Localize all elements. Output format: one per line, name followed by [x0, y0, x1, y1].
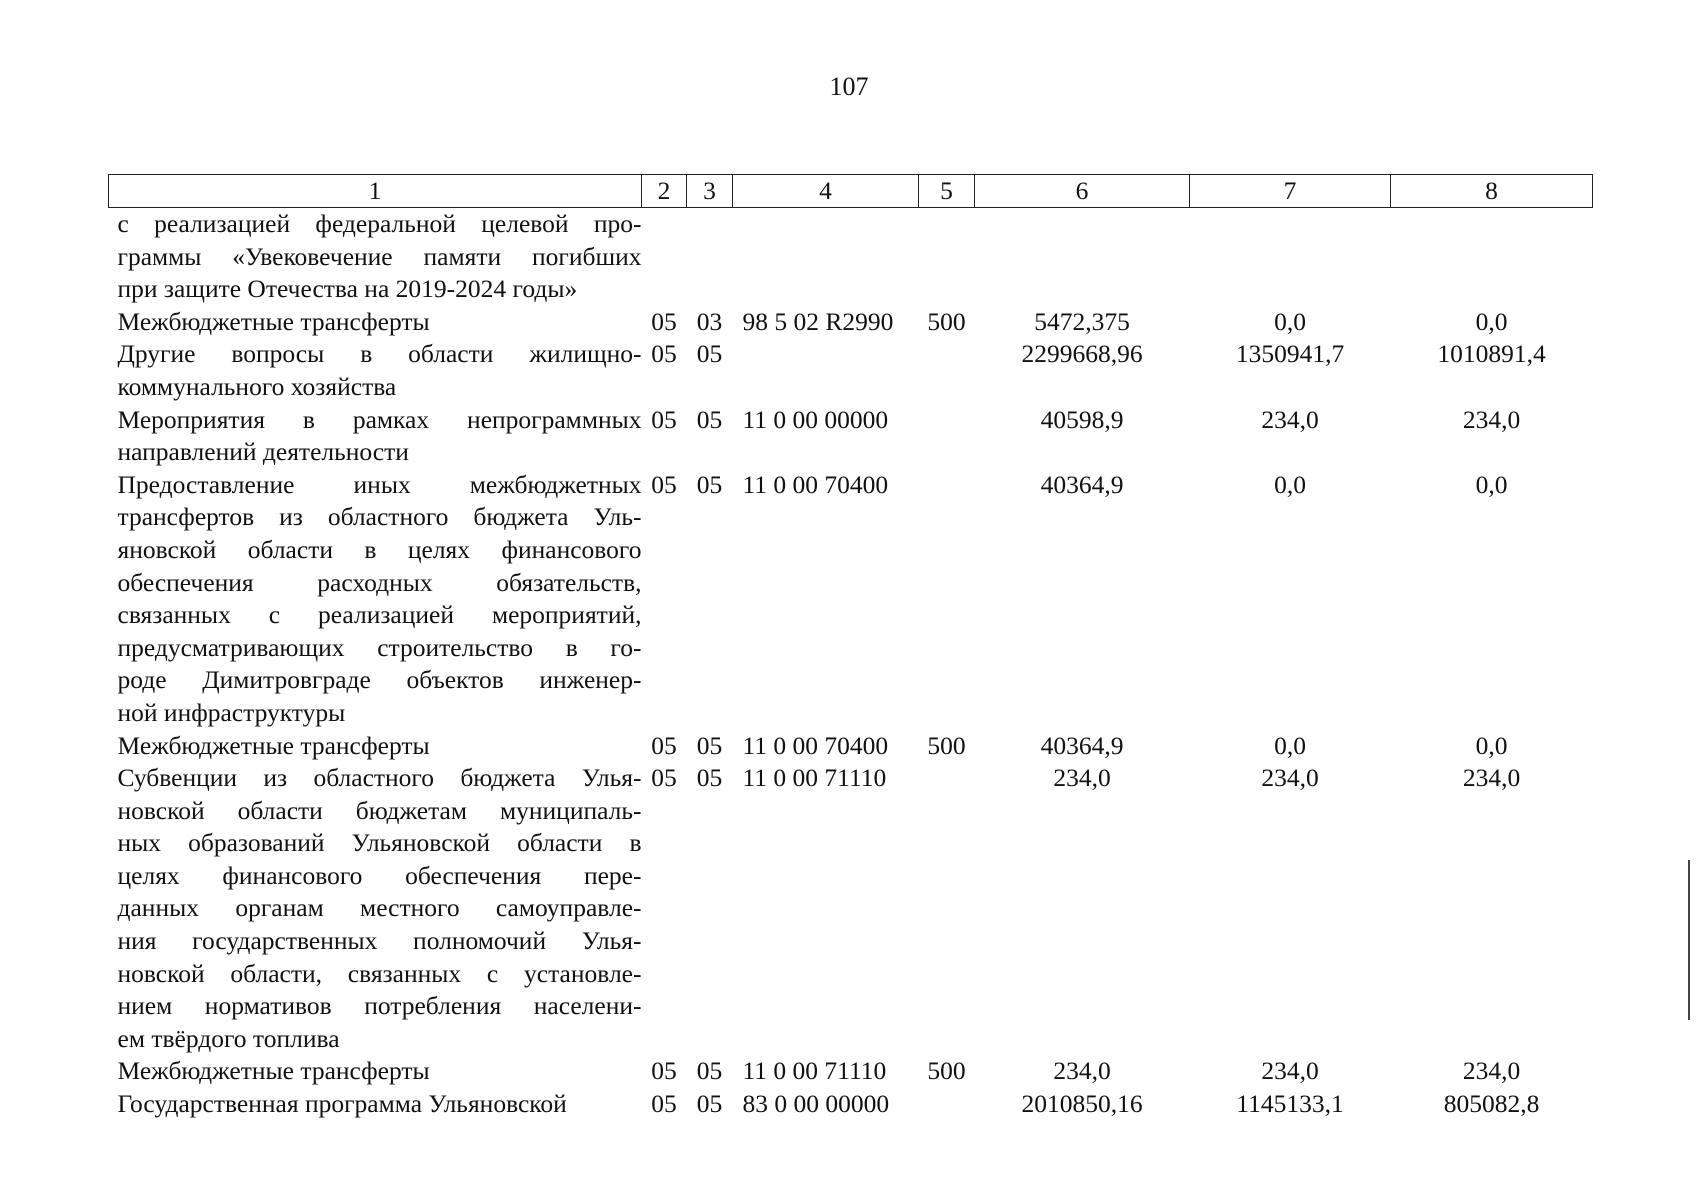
cell-c3: 05: [696, 404, 723, 434]
table-body: [109, 208, 1593, 1121]
cell-c3: [687, 208, 733, 306]
description-line: ния государственных полномочий Улья-: [117, 926, 642, 956]
cell-c7: [1190, 208, 1391, 306]
cell-c2: 05: [651, 730, 677, 760]
cell-c6: 234,0: [1053, 1056, 1111, 1086]
description-line: Государственная программа Ульяновской: [117, 1089, 567, 1119]
header-row: [109, 175, 1593, 208]
row-description: [109, 338, 642, 403]
description-line: предусматривающих строительство в го-: [117, 632, 642, 662]
header-col-4: 4: [733, 175, 919, 208]
cell-c8: 234,0: [1462, 404, 1521, 434]
description-line: роде Димитровграде объектов инженер-: [117, 665, 642, 695]
cell-c2: [642, 208, 687, 306]
table-row: [109, 338, 1593, 403]
row-description: [109, 1088, 642, 1121]
cell-c3: 05: [696, 730, 723, 760]
cell-c5: [919, 338, 975, 403]
description-line: Субвенции из областного бюджета Улья-: [117, 763, 642, 793]
budget-table-container: [108, 174, 1592, 1121]
description-line: нием нормативов потребления населени-: [117, 991, 642, 1021]
description-line: Мероприятия в рамках непрограммных: [117, 404, 642, 434]
cell-c6: 40364,9: [1040, 730, 1124, 760]
cell-c2: 05: [651, 339, 677, 369]
cell-c3: 05: [696, 339, 723, 369]
cell-c2: 05: [651, 1056, 677, 1086]
description-line: ных образований Ульяновской области в: [117, 828, 642, 858]
page-number: 107: [829, 72, 869, 101]
table-row: [109, 762, 1593, 1055]
description-line: новской области, связанных с установле-: [117, 958, 642, 988]
cell-c7: 0,0: [1274, 306, 1306, 336]
description-line: при защите Отечества на 2019-2024 годы»: [117, 274, 578, 304]
description-line: Предоставление иных межбюджетных: [117, 469, 642, 499]
table-row: [109, 1088, 1593, 1121]
description-line: Другие вопросы в области жилищно-: [117, 339, 642, 369]
table-row: [109, 306, 1593, 339]
header-col-6: 6: [975, 175, 1190, 208]
cell-c5: [919, 208, 975, 306]
cell-c5: [919, 469, 975, 730]
table-row: [109, 469, 1593, 730]
cell-c4: 83 0 00 00000: [742, 1089, 890, 1119]
cell-c6: [975, 208, 1190, 306]
cell-c8: 805082,8: [1443, 1089, 1540, 1119]
margin-scan-line: [1688, 860, 1690, 1020]
cell-c5: [919, 404, 975, 469]
header-col-5: 5: [919, 175, 975, 208]
cell-c5: 500: [927, 306, 966, 336]
row-description: [109, 306, 642, 339]
cell-c6: 40598,9: [1040, 404, 1124, 434]
cell-c3: 05: [696, 469, 723, 499]
cell-c6: 2010850,16: [1021, 1089, 1143, 1119]
cell-c4: 11 0 00 71110: [742, 763, 887, 793]
cell-c5: [919, 762, 975, 1055]
cell-c3: 05: [696, 1056, 723, 1086]
cell-c4: 11 0 00 71110: [742, 1056, 887, 1086]
description-line: с реализацией федеральной целевой про-: [117, 209, 642, 238]
header-col-3: 3: [687, 175, 733, 208]
cell-c2: 05: [651, 404, 677, 434]
description-line: Межбюджетные трансферты: [117, 306, 430, 336]
cell-c8: 0,0: [1475, 730, 1508, 760]
cell-c4: [733, 208, 919, 306]
cell-c7: 1145133,1: [1236, 1089, 1344, 1119]
header-col-8: 8: [1391, 175, 1593, 208]
description-line: ной инфраструктуры: [117, 697, 346, 727]
header-col-1: 1: [109, 175, 642, 208]
cell-c6: 5472,375: [1034, 306, 1130, 336]
cell-c8: 1010891,4: [1437, 339, 1546, 369]
cell-c8: 234,0: [1462, 763, 1521, 793]
cell-c2: 05: [651, 1089, 677, 1119]
row-description: [109, 1055, 642, 1088]
cell-c8: 234,0: [1462, 1056, 1521, 1086]
description-line: яновской области в целях финансового: [117, 534, 642, 564]
header-col-7: 7: [1190, 175, 1391, 208]
cell-c7: 234,0: [1261, 1056, 1319, 1086]
header-col-2: 2: [642, 175, 687, 208]
cell-c4: 11 0 00 00000: [742, 404, 889, 434]
table-row: [109, 1055, 1593, 1088]
cell-c5: 500: [927, 1056, 966, 1086]
description-line: обеспечения расходных обязательств,: [117, 567, 642, 597]
cell-c6: 40364,9: [1040, 469, 1124, 499]
description-line: трансфертов из областного бюджета Уль-: [117, 502, 642, 532]
description-line: данных органам местного самоуправле-: [117, 893, 642, 923]
cell-c7: 0,0: [1274, 730, 1306, 760]
budget-table: [108, 174, 1593, 1121]
row-description: [109, 208, 642, 306]
description-line: целях финансового обеспечения пере-: [117, 860, 642, 890]
cell-c6: 2299668,96: [1021, 339, 1143, 369]
cell-c3: 05: [696, 763, 723, 793]
cell-c2: 05: [651, 763, 677, 793]
cell-c7: 234,0: [1261, 404, 1319, 434]
cell-c6: 234,0: [1053, 763, 1111, 793]
cell-c3: 03: [696, 306, 723, 336]
cell-c8: 0,0: [1475, 469, 1508, 499]
description-line: направлений деятельности: [117, 437, 409, 467]
cell-c7: 234,0: [1261, 763, 1319, 793]
cell-c4: [733, 338, 919, 403]
row-description: [109, 730, 642, 763]
cell-c2: 05: [651, 306, 677, 336]
description-line: Межбюджетные трансферты: [117, 730, 430, 760]
description-line: связанных с реализацией мероприятий,: [117, 600, 642, 630]
row-description: [109, 404, 642, 469]
cell-c5: 500: [927, 730, 966, 760]
description-line: граммы «Увековечение памяти погибших: [117, 241, 642, 271]
description-line: новской области бюджетам муниципаль-: [117, 795, 642, 825]
table-row: [109, 730, 1593, 763]
cell-c5: [919, 1088, 975, 1121]
cell-c3: 05: [696, 1089, 723, 1119]
table-row: [109, 208, 1593, 306]
cell-c8: 0,0: [1475, 306, 1508, 336]
cell-c7: 0,0: [1274, 469, 1306, 499]
cell-c2: 05: [651, 469, 677, 499]
table-header: [109, 175, 1593, 208]
description-line: Межбюджетные трансферты: [117, 1056, 430, 1086]
description-line: коммунального хозяйства: [117, 371, 397, 401]
cell-c7: 1350941,7: [1235, 339, 1345, 369]
row-description: [109, 762, 642, 1055]
cell-c4: 11 0 00 70400: [742, 730, 889, 760]
cell-c4: 11 0 00 70400: [742, 469, 889, 499]
cell-c4: 98 5 02 R2990: [742, 306, 894, 336]
row-description: [109, 469, 642, 730]
cell-c8: [1391, 208, 1593, 306]
table-row: [109, 404, 1593, 469]
description-line: ем твёрдого топлива: [117, 1023, 340, 1053]
